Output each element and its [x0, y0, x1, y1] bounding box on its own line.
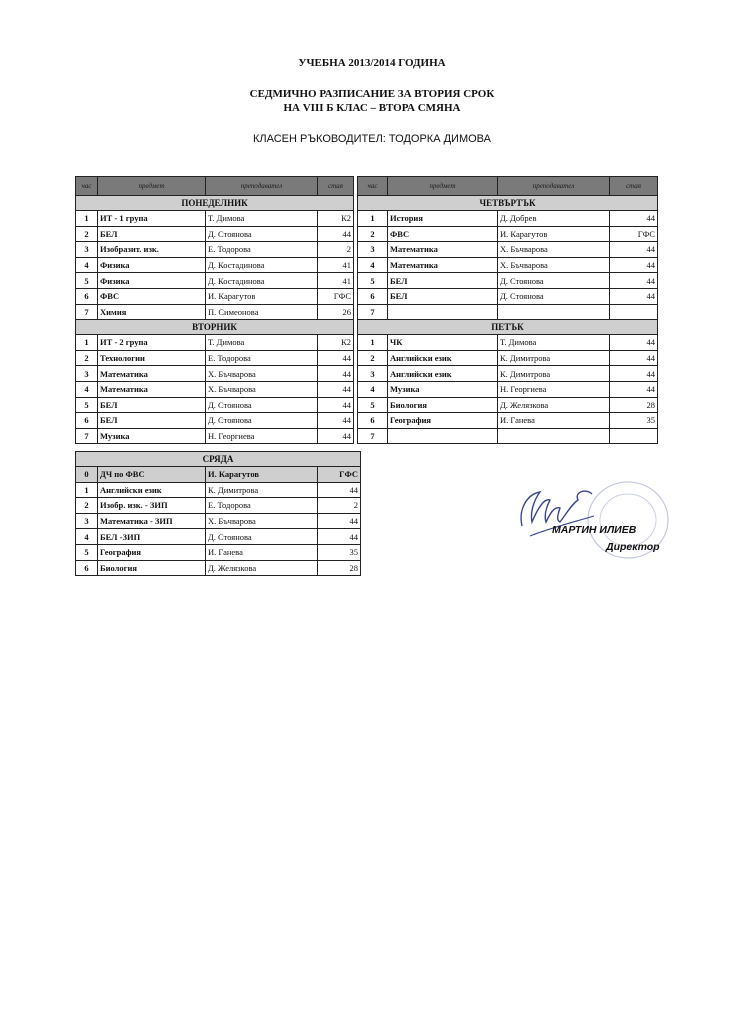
room-cell: 44 [318, 513, 361, 529]
room-cell: ГФС [610, 226, 658, 242]
room-cell: 44 [318, 413, 354, 429]
teacher-cell: Д. Стоянова [498, 273, 610, 289]
col-room: стая [610, 177, 658, 196]
lesson-number: 0 [76, 467, 98, 483]
subject-cell: ЧК [388, 335, 498, 351]
schedule-row [358, 288, 658, 304]
schedule-row [358, 397, 658, 413]
teacher-cell: Х. Бъчварова [498, 242, 610, 258]
room-cell: 44 [318, 381, 354, 397]
lesson-number: 5 [76, 544, 98, 560]
class-shift-title: НА VIII Б КЛАС – ВТОРА СМЯНА [283, 102, 461, 114]
day-name: СРЯДА [76, 452, 361, 467]
room-cell: 44 [610, 366, 658, 382]
teacher-cell: П. Симеонова [206, 304, 318, 320]
subject-cell: БЕЛ [98, 397, 206, 413]
subject-cell: Английски език [388, 350, 498, 366]
column-header-row [358, 177, 658, 196]
teacher-cell: Х. Бъчварова [206, 513, 318, 529]
lesson-number: 3 [76, 242, 98, 258]
lesson-number: 5 [358, 273, 388, 289]
lesson-number: 7 [358, 304, 388, 320]
subject-cell: БЕЛ [388, 273, 498, 289]
schedule-row [76, 513, 361, 529]
subject-cell: Музика [98, 428, 206, 444]
schedule-row [76, 242, 354, 258]
lesson-number: 1 [358, 335, 388, 351]
teacher-cell: Д. Стоянова [206, 529, 318, 545]
schedule-row [76, 350, 354, 366]
teacher-cell: Т. Димова [206, 211, 318, 227]
schedule-row [358, 350, 658, 366]
teacher-cell: И. Ганева [206, 544, 318, 560]
day-name: ВТОРНИК [76, 320, 354, 335]
teacher-cell [498, 428, 610, 444]
col-teacher: преподавател [206, 177, 318, 196]
schedule-table-right [357, 176, 658, 444]
day-header-wednesday [76, 452, 361, 467]
teacher-cell: Н. Георгиева [206, 428, 318, 444]
schedule-row [76, 397, 354, 413]
col-subject: предмет [98, 177, 206, 196]
schedule-row [76, 304, 354, 320]
subject-cell: История [388, 211, 498, 227]
lesson-number: 4 [358, 257, 388, 273]
teacher-cell: И. Карагутов [206, 288, 318, 304]
schedule-row [358, 211, 658, 227]
schedule-row [358, 428, 658, 444]
room-cell: 44 [318, 397, 354, 413]
subject-cell: География [98, 544, 206, 560]
schedule-row [358, 413, 658, 429]
room-cell: 44 [318, 350, 354, 366]
subject-cell: Изобразит. изк. [98, 242, 206, 258]
schedule-row [76, 381, 354, 397]
lesson-number: 4 [76, 257, 98, 273]
subject-cell: ИТ - 1 група [98, 211, 206, 227]
room-cell: 2 [318, 498, 361, 514]
subject-cell [388, 428, 498, 444]
schedule-row [76, 366, 354, 382]
schedule-row [358, 226, 658, 242]
schedule-row [76, 211, 354, 227]
room-cell: 26 [318, 304, 354, 320]
subject-cell: Физика [98, 257, 206, 273]
teacher-cell: Х. Бъчварова [498, 257, 610, 273]
subject-cell [388, 304, 498, 320]
schedule-row [76, 544, 361, 560]
day-header-friday [358, 320, 658, 335]
lesson-number: 6 [76, 413, 98, 429]
lesson-number: 2 [358, 226, 388, 242]
day-name: ПОНЕДЕЛНИК [76, 196, 354, 211]
lesson-number: 2 [76, 350, 98, 366]
director-name: МАРТИН ИЛИЕВ [552, 524, 637, 536]
schedule-row [76, 335, 354, 351]
room-cell: 41 [318, 273, 354, 289]
teacher-cell: И. Карагутов [206, 467, 318, 483]
teacher-cell: К. Димитрова [206, 482, 318, 498]
lesson-number: 3 [76, 366, 98, 382]
subject-cell: Английски език [388, 366, 498, 382]
lesson-number: 7 [76, 428, 98, 444]
room-cell: 44 [318, 428, 354, 444]
lesson-number: 6 [358, 288, 388, 304]
subject-cell: ДЧ по ФВС [98, 467, 206, 483]
subject-cell: Математика [388, 257, 498, 273]
teacher-cell: Н. Георгиева [498, 381, 610, 397]
teacher-cell: К. Димитрова [498, 366, 610, 382]
day-name: ПЕТЪК [358, 320, 658, 335]
day-name: ЧЕТВЪРТЪК [358, 196, 658, 211]
lesson-number: 6 [358, 413, 388, 429]
stamp-inner-ring [600, 494, 656, 546]
lesson-number: 4 [358, 381, 388, 397]
day-header-thursday [358, 196, 658, 211]
schedule-row [76, 467, 361, 483]
handwritten-signature [521, 491, 592, 526]
subject-cell: Математика [98, 366, 206, 382]
teacher-cell: Х. Бъчварова [206, 366, 318, 382]
lesson-number: 2 [358, 350, 388, 366]
room-cell: 28 [318, 560, 361, 576]
subject-cell: БЕЛ -ЗИП [98, 529, 206, 545]
subject-cell: Музика [388, 381, 498, 397]
schedule-row [358, 257, 658, 273]
lesson-number: 7 [358, 428, 388, 444]
schedule-row [76, 273, 354, 289]
room-cell: 44 [610, 381, 658, 397]
room-cell: 44 [610, 211, 658, 227]
subject-cell: Изобр. изк. - ЗИП [98, 498, 206, 514]
teacher-cell: К. Димитрова [498, 350, 610, 366]
schedule-row [358, 242, 658, 258]
subject-cell: Математика [388, 242, 498, 258]
room-cell: 44 [610, 335, 658, 351]
class-teacher-line: КЛАСЕН РЪКОВОДИТЕЛ: ТОДОРКА ДИМОВА [253, 133, 491, 145]
lesson-number: 5 [76, 397, 98, 413]
lesson-number: 3 [358, 242, 388, 258]
day-header-tuesday [76, 320, 354, 335]
col-hour: час [358, 177, 388, 196]
teacher-cell: Е. Тодорова [206, 242, 318, 258]
teacher-cell: И. Карагутов [498, 226, 610, 242]
teacher-cell: Д. Стоянова [206, 226, 318, 242]
lesson-number: 1 [76, 482, 98, 498]
subject-cell: Математика [98, 381, 206, 397]
lesson-number: 6 [76, 288, 98, 304]
schedule-row [358, 366, 658, 382]
schedule-row [76, 413, 354, 429]
teacher-cell: Д. Стоянова [498, 288, 610, 304]
room-cell: 44 [610, 242, 658, 258]
room-cell: 44 [318, 529, 361, 545]
subject-cell: ФВС [98, 288, 206, 304]
lesson-number: 3 [76, 513, 98, 529]
room-cell: К2 [318, 335, 354, 351]
lesson-number: 1 [76, 211, 98, 227]
room-cell: 44 [610, 273, 658, 289]
schedule-title: СЕДМИЧНО РАЗПИСАНИЕ ЗА ВТОРИЯ СРОК [249, 88, 495, 100]
schedule-row [358, 304, 658, 320]
subject-cell: БЕЛ [388, 288, 498, 304]
school-year-heading: УЧЕБНА 2013/2014 ГОДИНА [298, 57, 446, 69]
room-cell: ГФС [318, 288, 354, 304]
teacher-cell: И. Ганева [498, 413, 610, 429]
day-header-monday [76, 196, 354, 211]
lesson-number: 2 [76, 226, 98, 242]
col-hour: час [76, 177, 98, 196]
subject-cell: Технологии [98, 350, 206, 366]
schedule-row [76, 428, 354, 444]
schedule-row [358, 273, 658, 289]
col-subject: предмет [388, 177, 498, 196]
subject-cell: Химия [98, 304, 206, 320]
lesson-number: 5 [358, 397, 388, 413]
lesson-number: 1 [76, 335, 98, 351]
room-cell: ГФС [318, 467, 361, 483]
schedule-row [76, 288, 354, 304]
schedule-row [358, 335, 658, 351]
teacher-cell: Д. Костадинова [206, 257, 318, 273]
room-cell [610, 304, 658, 320]
lesson-number: 3 [358, 366, 388, 382]
lesson-number: 5 [76, 273, 98, 289]
schedule-table-wednesday [75, 451, 361, 576]
teacher-cell: Д. Стоянова [206, 413, 318, 429]
schedule-row [76, 482, 361, 498]
room-cell: 44 [318, 482, 361, 498]
lesson-number: 2 [76, 498, 98, 514]
room-cell: 44 [318, 366, 354, 382]
schedule-row [358, 381, 658, 397]
room-cell: 35 [610, 413, 658, 429]
subject-cell: Физика [98, 273, 206, 289]
room-cell: 44 [610, 288, 658, 304]
subject-cell: Биология [388, 397, 498, 413]
schedule-row [76, 529, 361, 545]
teacher-cell: Т. Димова [206, 335, 318, 351]
teacher-cell: Т. Димова [498, 335, 610, 351]
col-room: стая [318, 177, 354, 196]
teacher-cell: Д. Добрев [498, 211, 610, 227]
lesson-number: 1 [358, 211, 388, 227]
director-title: Директор [606, 541, 660, 553]
teacher-cell: Е. Тодорова [206, 350, 318, 366]
col-teacher: преподавател [498, 177, 610, 196]
schedule-row [76, 257, 354, 273]
room-cell: К2 [318, 211, 354, 227]
subject-cell: Биология [98, 560, 206, 576]
teacher-cell: Д. Костадинова [206, 273, 318, 289]
room-cell: 28 [610, 397, 658, 413]
subject-cell: БЕЛ [98, 226, 206, 242]
column-header-row [76, 177, 354, 196]
teacher-cell: Д. Желязкова [206, 560, 318, 576]
lesson-number: 6 [76, 560, 98, 576]
schedule-table-left [75, 176, 354, 444]
subject-cell: География [388, 413, 498, 429]
room-cell [610, 428, 658, 444]
room-cell: 44 [610, 350, 658, 366]
teacher-cell [498, 304, 610, 320]
schedule-row [76, 226, 354, 242]
room-cell: 35 [318, 544, 361, 560]
room-cell: 44 [610, 257, 658, 273]
lesson-number: 4 [76, 381, 98, 397]
subject-cell: ИТ - 2 група [98, 335, 206, 351]
teacher-cell: Е. Тодорова [206, 498, 318, 514]
schedule-row [76, 560, 361, 576]
teacher-cell: Д. Стоянова [206, 397, 318, 413]
subject-cell: Английски език [98, 482, 206, 498]
room-cell: 2 [318, 242, 354, 258]
room-cell: 44 [318, 226, 354, 242]
teacher-cell: Х. Бъчварова [206, 381, 318, 397]
subject-cell: БЕЛ [98, 413, 206, 429]
teacher-cell: Д. Желязкова [498, 397, 610, 413]
schedule-row [76, 498, 361, 514]
lesson-number: 4 [76, 529, 98, 545]
subject-cell: Математика - ЗИП [98, 513, 206, 529]
lesson-number: 7 [76, 304, 98, 320]
subject-cell: ФВС [388, 226, 498, 242]
room-cell: 41 [318, 257, 354, 273]
